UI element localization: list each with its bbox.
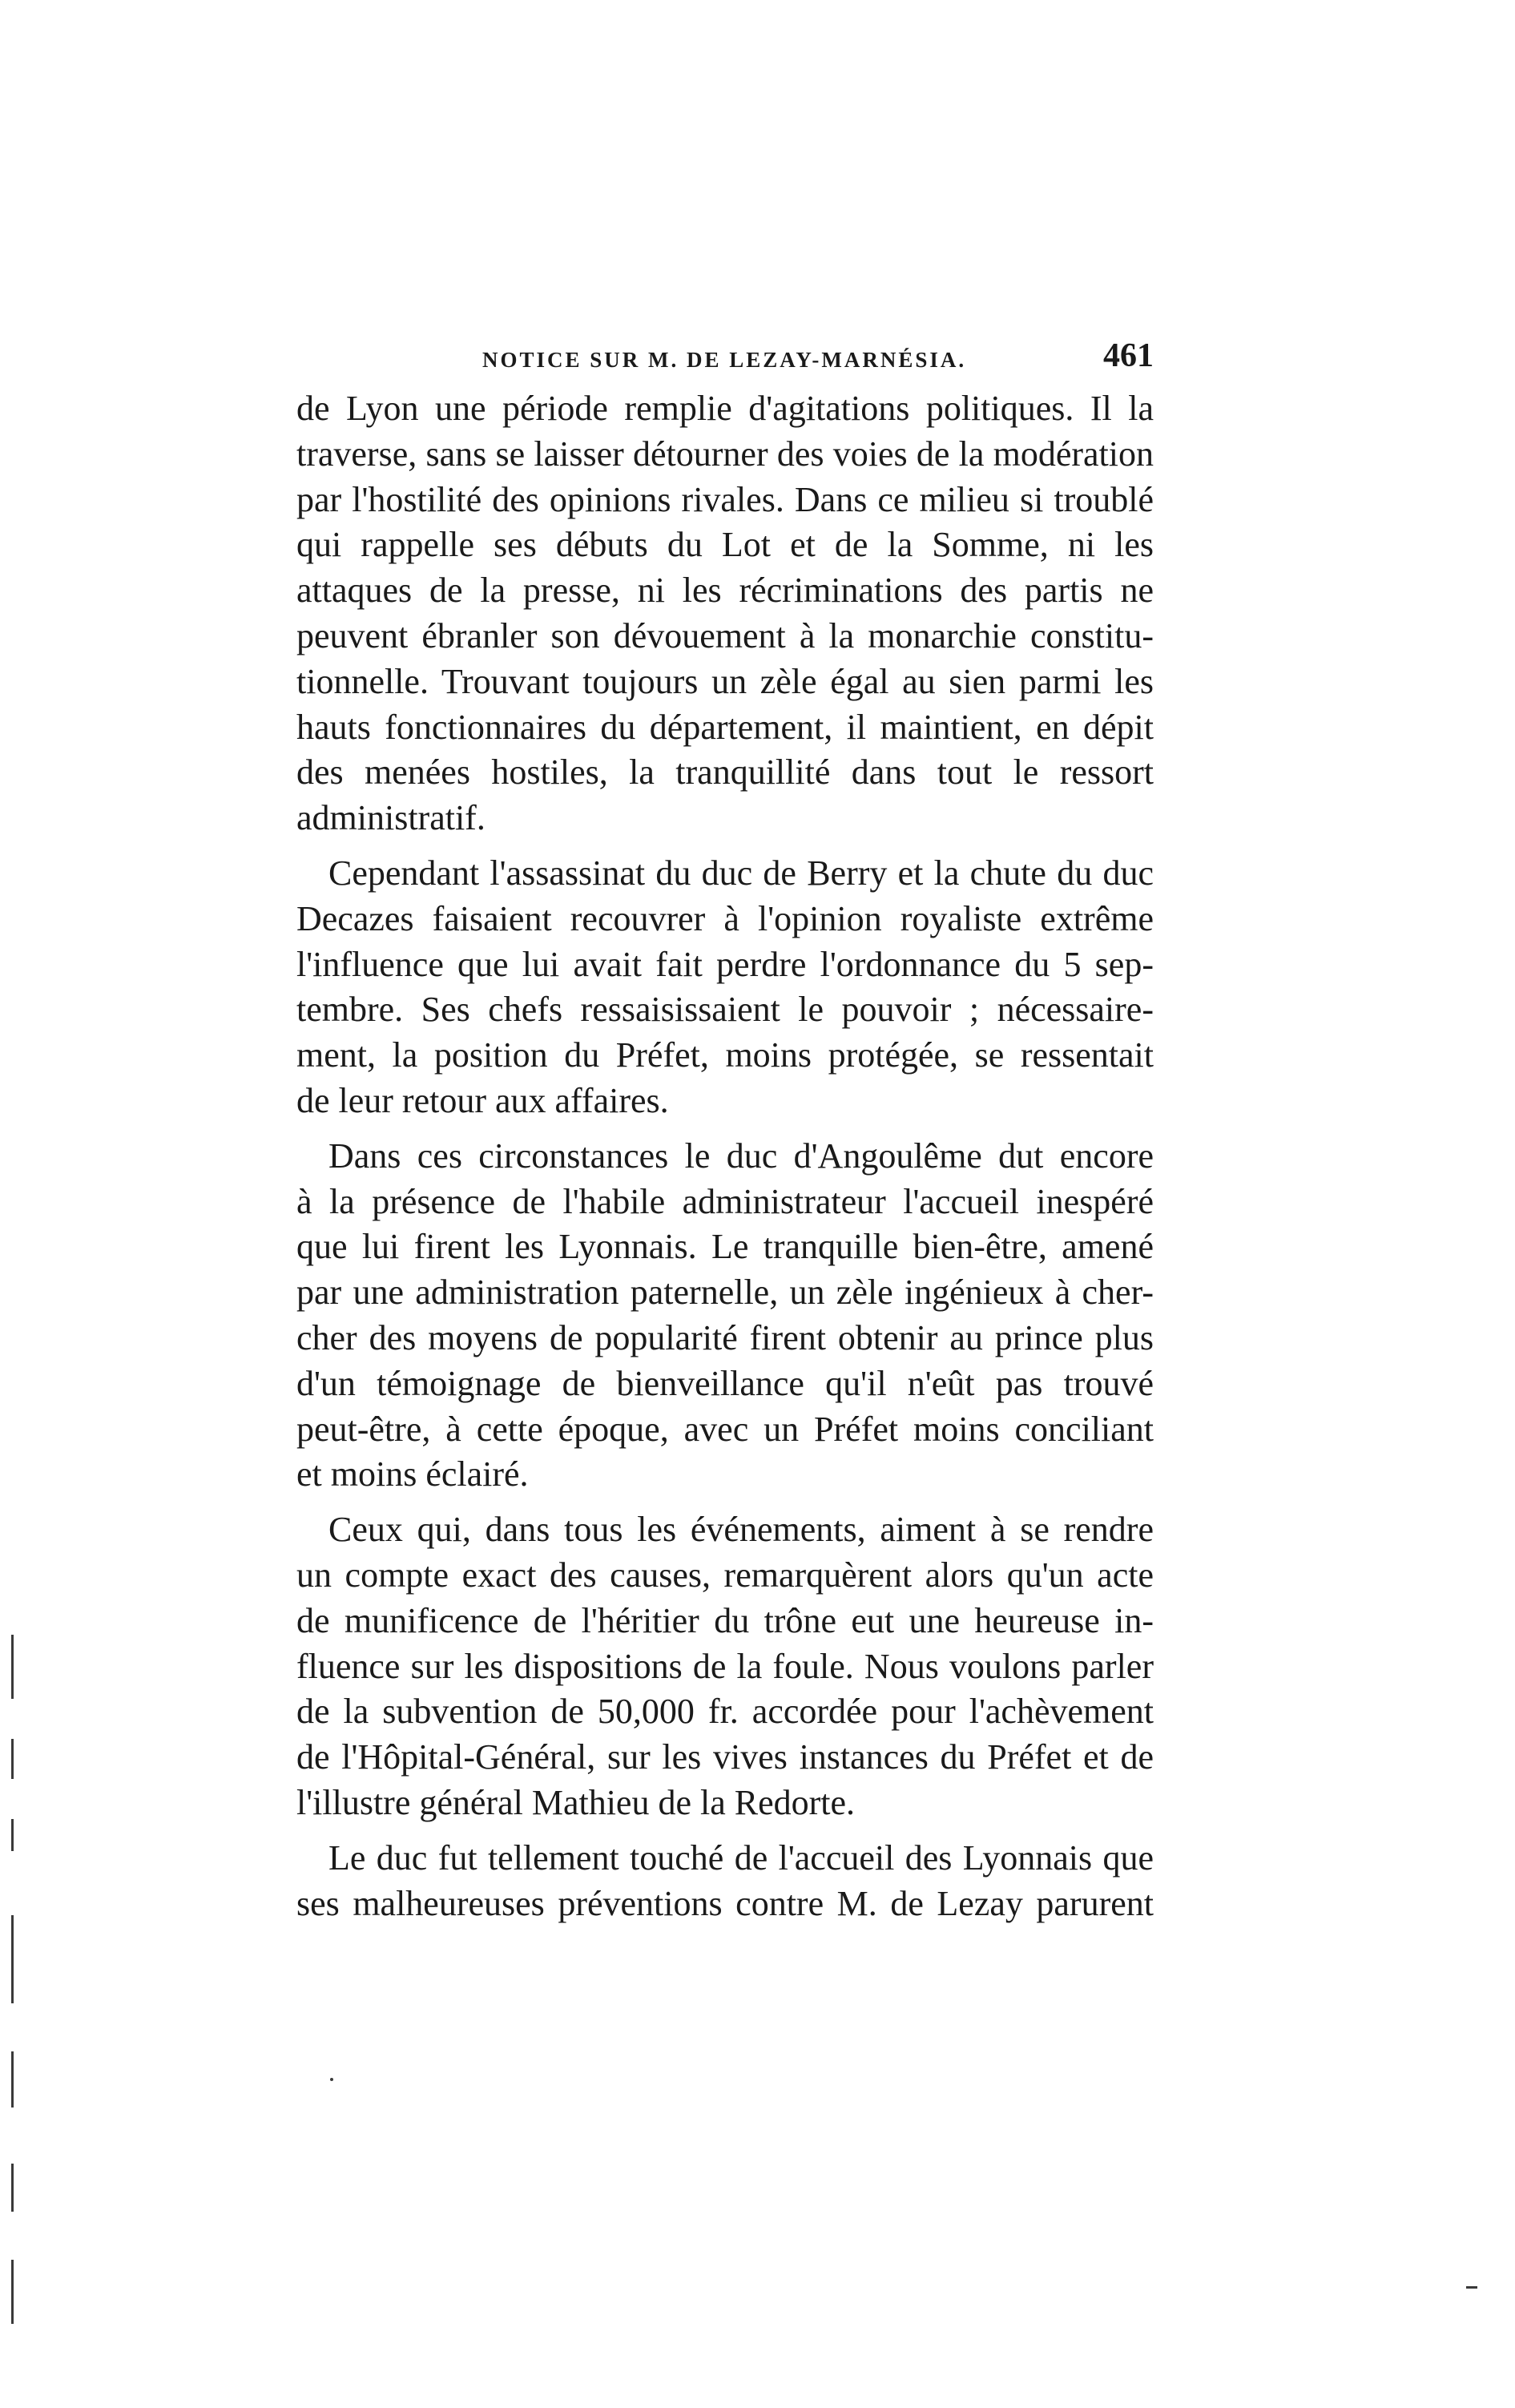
text-line: peuvent ébranler son dévouement à la monarchie constitu- [296, 615, 1154, 655]
text-line: ses malheureuses préventions contre M. de Lezay parurent [296, 1883, 1154, 1923]
text-line: Decazes faisaient recouvrer à l'opinion royaliste extrême [296, 898, 1154, 938]
text-line: l'illustre général Mathieu de la Redorte. [296, 1782, 856, 1822]
scan-mark [11, 1739, 14, 1779]
text-line: à la présence de l'habile administrateur l'accueil inespéré [296, 1181, 1154, 1221]
scan-mark [11, 2051, 14, 2108]
text-line: fluence sur les dispositions de la foule. Nous voulons parler [296, 1646, 1154, 1686]
text-line: l'influence que lui avait fait perdre l'ordonnance du 5 sep- [296, 944, 1154, 984]
text-line: ment, la position du Préfet, moins protégée, se ressentait [296, 1035, 1154, 1075]
text-line: administratif. [296, 798, 486, 838]
text-line: un compte exact des causes, remarquèrent alors qu'un acte [296, 1555, 1154, 1595]
scan-mark [1466, 2286, 1477, 2289]
scan-mark [11, 2164, 14, 2212]
text-line: de munificence de l'héritier du trône eut une heureuse in- [296, 1600, 1154, 1640]
text-line: de la subvention de 50,000 fr. accordée pour l'achèvement [296, 1692, 1154, 1732]
text-line: de l'Hôpital-Général, sur les vives instances du Préfet et de [296, 1737, 1154, 1777]
text-line: des menées hostiles, la tranquillité dans tout le ressort [296, 752, 1154, 793]
text-line: par l'hostilité des opinions rivales. Dans ce milieu si troublé [296, 479, 1154, 519]
page-number: 461 [1103, 337, 1154, 374]
text-line: traverse, sans se laisser détourner des voies de la modération [296, 434, 1154, 474]
text-line: qui rappelle ses débuts du Lot et de la Somme, ni les [296, 525, 1154, 565]
text-line: que lui firent les Lyonnais. Le tranquille bien-être, amené [296, 1227, 1154, 1267]
text-line: cher des moyens de popularité firent obtenir au prince plus [296, 1317, 1154, 1357]
running-title: NOTICE SUR M. DE LEZAY-MARNÉSIA. [482, 348, 967, 372]
scan-mark [11, 1915, 14, 2003]
scan-mark [330, 2078, 333, 2081]
text-line: hauts fonctionnaires du département, il maintient, en dépit [296, 707, 1154, 747]
text-line: d'un témoignage de bienveillance qu'il n'eût pas trouvé [296, 1363, 1154, 1403]
text-line: tionnelle. Trouvant toujours un zèle égal au sien parmi les [296, 661, 1154, 701]
scan-mark [11, 1635, 14, 1699]
text-line: attaques de la presse, ni les récriminations des partis ne [296, 571, 1154, 611]
text-line: par une administration paternelle, un zèle ingénieux à cher- [296, 1273, 1154, 1313]
scan-mark [11, 2260, 14, 2324]
text-line: de leur retour aux affaires. [296, 1080, 669, 1120]
text-line: Le duc fut tellement touché de l'accueil des Lyonnais que [328, 1837, 1154, 1878]
text-line: Ceux qui, dans tous les événements, aiment à se rendre [328, 1510, 1154, 1550]
text-line: peut-être, à cette époque, avec un Préfet moins conciliant [296, 1409, 1154, 1449]
text-line: Cependant l'assassinat du duc de Berry et la chute du duc [328, 853, 1154, 893]
text-line: et moins éclairé. [296, 1454, 529, 1494]
body-text [296, 386, 1154, 1926]
scan-mark [11, 1819, 14, 1851]
text-line: de Lyon une période remplie d'agitations politiques. Il la [296, 389, 1154, 428]
text-line: tembre. Ses chefs ressaisissaient le pouvoir ; nécessaire- [296, 990, 1154, 1030]
running-head [296, 337, 1154, 385]
text-line: Dans ces circonstances le duc d'Angoulême dut encore [328, 1135, 1154, 1176]
